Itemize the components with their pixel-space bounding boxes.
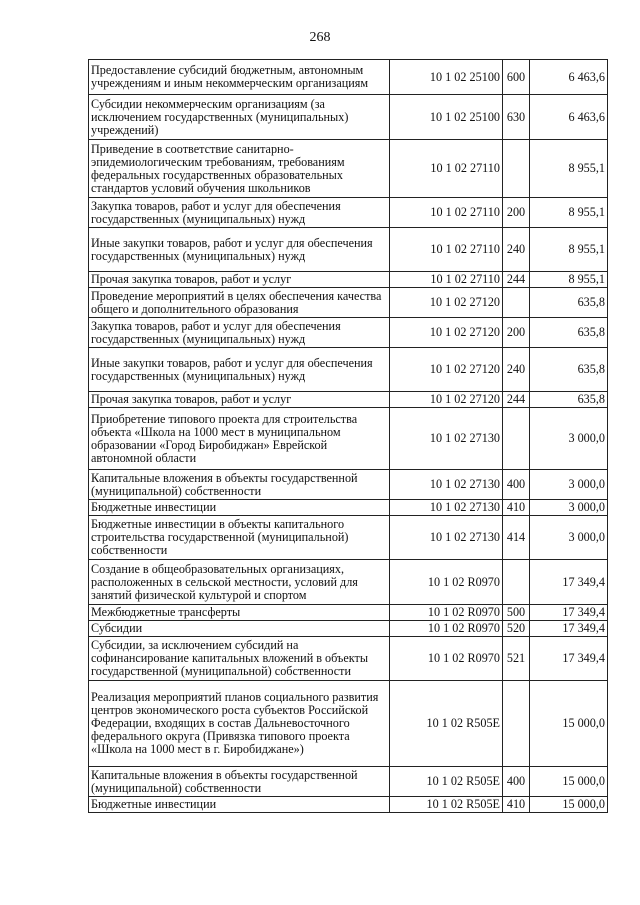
row-name-cell: Субсидии, за исключением субсидий на софинансирование капитальных вложений в объекты государственной (муниципальной) собственности	[89, 637, 390, 681]
row-name-cell: Иные закупки товаров, работ и услуг для обеспечения государственных (муниципальных) нужд	[89, 228, 390, 272]
row-sum-cell: 8 955,1	[530, 272, 608, 288]
row-code-cell: 10 1 02 27130	[390, 500, 503, 516]
row-name-cell: Закупка товаров, работ и услуг для обеспечения государственных (муниципальных) нужд	[89, 318, 390, 348]
budget-table-body	[89, 60, 608, 813]
row-name-cell: Бюджетные инвестиции в объекты капитального строительства государственной (муниципальной) собственности	[89, 516, 390, 560]
table-row	[89, 228, 608, 272]
row-sum-cell: 17 349,4	[530, 605, 608, 621]
row-sum-cell: 17 349,4	[530, 560, 608, 605]
table-row	[89, 605, 608, 621]
row-code-cell: 10 1 02 R0970	[390, 560, 503, 605]
row-name-cell: Субсидии	[89, 621, 390, 637]
row-code-cell: 10 1 02 27130	[390, 408, 503, 470]
table-row	[89, 621, 608, 637]
row-kvr-cell	[503, 681, 530, 767]
row-code-cell: 10 1 02 27120	[390, 288, 503, 318]
row-code-cell: 10 1 02 27110	[390, 272, 503, 288]
row-code-cell: 10 1 02 27110	[390, 140, 503, 198]
row-sum-cell: 3 000,0	[530, 516, 608, 560]
table-row	[89, 637, 608, 681]
table-row	[89, 560, 608, 605]
row-name-cell: Приобретение типового проекта для строительства объекта «Школа на 1000 мест в муниципальном образовании «Город Биробиджан» Еврейской автономной области	[89, 408, 390, 470]
row-sum-cell: 3 000,0	[530, 500, 608, 516]
row-code-cell: 10 1 02 R505E	[390, 767, 503, 797]
table-row	[89, 288, 608, 318]
table-row	[89, 348, 608, 392]
row-kvr-cell: 414	[503, 516, 530, 560]
row-sum-cell: 6 463,6	[530, 95, 608, 140]
row-code-cell: 10 1 02 27120	[390, 348, 503, 392]
row-sum-cell: 15 000,0	[530, 767, 608, 797]
budget-table	[88, 59, 608, 813]
row-code-cell: 10 1 02 27130	[390, 516, 503, 560]
table-row	[89, 470, 608, 500]
table-row	[89, 516, 608, 560]
row-name-cell: Приведение в соответствие санитарно-эпидемиологическим требованиям, требованиям федеральных государственных образовательных стандартов условий обучения школьников	[89, 140, 390, 198]
row-name-cell: Предоставление субсидий бюджетным, автономным учреждениям и иным некоммерческим организациям	[89, 60, 390, 95]
table-row	[89, 60, 608, 95]
table-row	[89, 500, 608, 516]
table-row	[89, 767, 608, 797]
row-name-cell: Капитальные вложения в объекты государственной (муниципальной) собственности	[89, 767, 390, 797]
table-row	[89, 408, 608, 470]
row-kvr-cell: 200	[503, 198, 530, 228]
row-kvr-cell: 630	[503, 95, 530, 140]
row-sum-cell: 17 349,4	[530, 621, 608, 637]
table-row	[89, 318, 608, 348]
row-kvr-cell: 410	[503, 500, 530, 516]
row-sum-cell: 17 349,4	[530, 637, 608, 681]
row-code-cell: 10 1 02 25100	[390, 95, 503, 140]
row-name-cell: Создание в общеобразовательных организациях, расположенных в сельской местности, условий для занятий физической культурой и спортом	[89, 560, 390, 605]
table-row	[89, 392, 608, 408]
row-name-cell: Проведение мероприятий в целях обеспечения качества общего и дополнительного образования	[89, 288, 390, 318]
row-kvr-cell: 500	[503, 605, 530, 621]
row-name-cell: Субсидии некоммерческим организациям (за исключением государственных (муниципальных) учреждений)	[89, 95, 390, 140]
row-kvr-cell: 520	[503, 621, 530, 637]
row-code-cell: 10 1 02 27130	[390, 470, 503, 500]
page-number: 268	[309, 30, 331, 45]
table-row	[89, 797, 608, 813]
row-name-cell: Капитальные вложения в объекты государственной (муниципальной) собственности	[89, 470, 390, 500]
row-code-cell: 10 1 02 R505E	[390, 797, 503, 813]
row-code-cell: 10 1 02 R0970	[390, 605, 503, 621]
row-kvr-cell	[503, 140, 530, 198]
row-kvr-cell	[503, 560, 530, 605]
row-kvr-cell: 244	[503, 272, 530, 288]
row-kvr-cell	[503, 288, 530, 318]
row-sum-cell: 8 955,1	[530, 228, 608, 272]
row-name-cell: Закупка товаров, работ и услуг для обеспечения государственных (муниципальных) нужд	[89, 198, 390, 228]
row-code-cell: 10 1 02 R0970	[390, 621, 503, 637]
table-row	[89, 272, 608, 288]
table-row	[89, 681, 608, 767]
row-name-cell: Межбюджетные трансферты	[89, 605, 390, 621]
table-row	[89, 95, 608, 140]
row-name-cell: Бюджетные инвестиции	[89, 797, 390, 813]
table-row	[89, 198, 608, 228]
row-sum-cell: 3 000,0	[530, 408, 608, 470]
row-sum-cell: 635,8	[530, 318, 608, 348]
row-code-cell: 10 1 02 27110	[390, 198, 503, 228]
row-kvr-cell	[503, 408, 530, 470]
row-name-cell: Иные закупки товаров, работ и услуг для обеспечения государственных (муниципальных) нужд	[89, 348, 390, 392]
row-code-cell: 10 1 02 27110	[390, 228, 503, 272]
row-kvr-cell: 400	[503, 767, 530, 797]
row-name-cell: Прочая закупка товаров, работ и услуг	[89, 272, 390, 288]
row-kvr-cell: 410	[503, 797, 530, 813]
row-code-cell: 10 1 02 R0970	[390, 637, 503, 681]
row-kvr-cell: 240	[503, 228, 530, 272]
row-kvr-cell: 521	[503, 637, 530, 681]
row-sum-cell: 15 000,0	[530, 797, 608, 813]
row-kvr-cell: 400	[503, 470, 530, 500]
row-code-cell: 10 1 02 25100	[390, 60, 503, 95]
row-name-cell: Реализация мероприятий планов социального развития центров экономического роста субъектов Российской Федерации, входящих в состав Дальневосточного федерального округа (Привязка типового проекта «Школа на 1000 мест в г. Биробиджане»)	[89, 681, 390, 767]
row-kvr-cell: 240	[503, 348, 530, 392]
row-sum-cell: 15 000,0	[530, 681, 608, 767]
row-sum-cell: 8 955,1	[530, 198, 608, 228]
row-kvr-cell: 200	[503, 318, 530, 348]
row-sum-cell: 8 955,1	[530, 140, 608, 198]
row-name-cell: Бюджетные инвестиции	[89, 500, 390, 516]
row-code-cell: 10 1 02 27120	[390, 392, 503, 408]
row-sum-cell: 6 463,6	[530, 60, 608, 95]
row-kvr-cell: 244	[503, 392, 530, 408]
row-sum-cell: 635,8	[530, 288, 608, 318]
row-name-cell: Прочая закупка товаров, работ и услуг	[89, 392, 390, 408]
row-sum-cell: 635,8	[530, 348, 608, 392]
table-row	[89, 140, 608, 198]
row-sum-cell: 635,8	[530, 392, 608, 408]
row-code-cell: 10 1 02 27120	[390, 318, 503, 348]
row-sum-cell: 3 000,0	[530, 470, 608, 500]
row-kvr-cell: 600	[503, 60, 530, 95]
row-code-cell: 10 1 02 R505E	[390, 681, 503, 767]
